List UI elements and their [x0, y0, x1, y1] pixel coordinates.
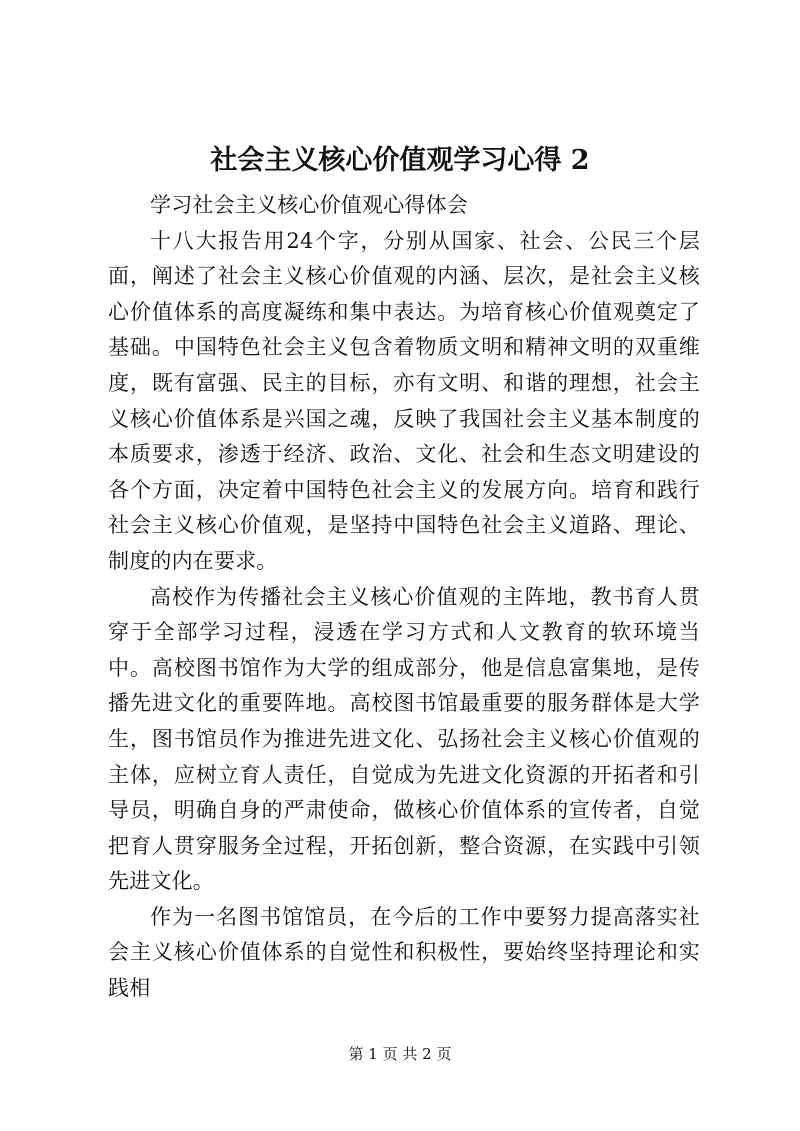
document-subtitle: 学习社会主义核心价值观心得体会 — [150, 193, 468, 217]
document-body — [108, 188, 700, 1007]
page-footer: 第 1 页 共 2 页 — [348, 1045, 452, 1063]
document-title: 社会主义核心价值观学习心得 2 — [210, 145, 590, 176]
paragraph-1: 十八大报告用24个字，分别从国家、社会、公民三个层面，阐述了社会主义核心价值观的内涵、层次，是社会主义核心价值体系的高度凝练和集中表达。为培育核心价值观奠定了基础。中国特色社会主义包含着物质文明和精神文明的双重维度，既有富强、民主的目标，亦有文明、和谐的理想，社会主义核心价值体系是兴国之魂，反映了我国社会主义基本制度的本质要求，渗透于经济、政治、文化、社会和生态文明建设的各个方面，决定着中国特色社会主义的发展方向。培育和践行社会主义核心价值观，是坚持中国特色社会主义道路、理论、制度的内在要求。 — [108, 228, 700, 573]
paragraph-2: 高校作为传播社会主义核心价值观的主阵地，教书育人贯穿于全部学习过程，浸透在学习方式和人文教育的软环境当中。高校图书馆作为大学的组成部分，他是信息富集地，是传播先进文化的重要阵地。高校图书馆最重要的服务群体是大学生，图书馆员作为推进先进文化、弘扬社会主义核心价值观的主体，应树立育人责任，自觉成为先进文化资源的开拓者和引导员，明确自身的严肃使命，做核心价值体系的宣传者，自觉把育人贯穿服务全过程，开拓创新，整合资源，在实践中引领先进文化。 — [108, 584, 700, 894]
paragraph-3: 作为一名图书馆馆员，在今后的工作中要努力提高落实社会主义核心价值体系的自觉性和积极性，要始终坚持理论和实践相 — [108, 904, 700, 1001]
